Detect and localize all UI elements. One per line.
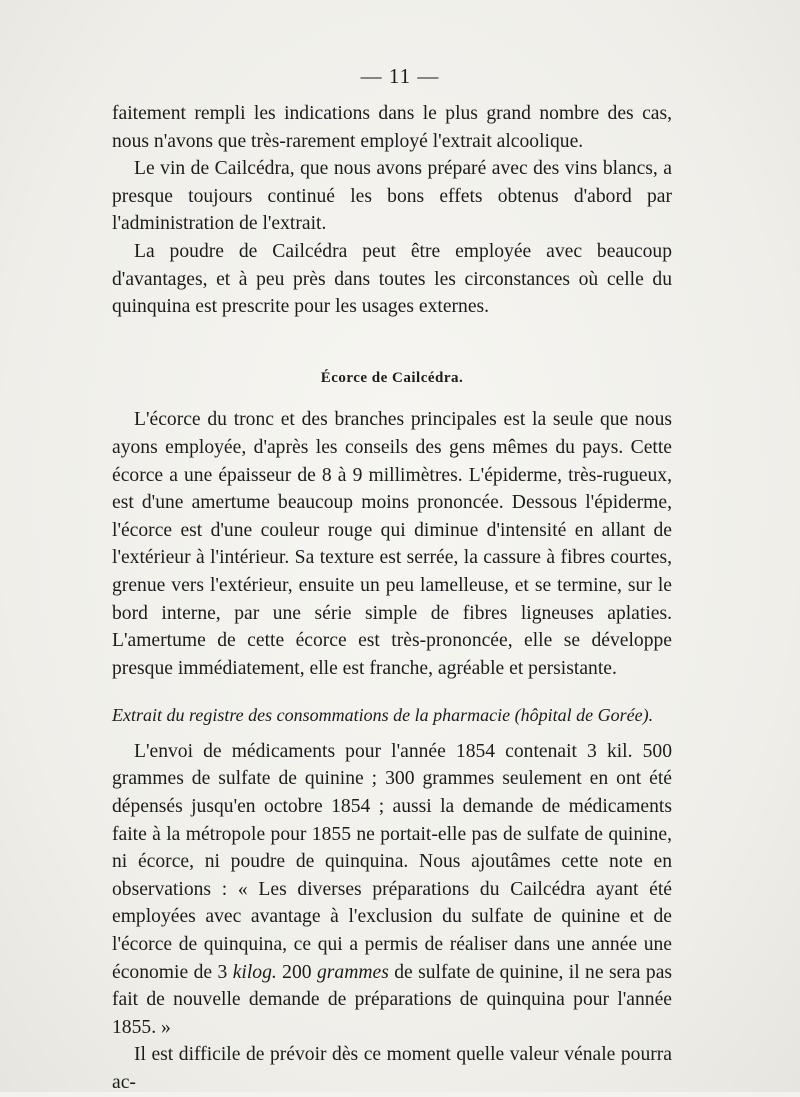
page-body bbox=[112, 100, 672, 1097]
paragraph-powder: La poudre de Cailcédra peut être employée avec beaucoup d'avantages, et à peu près dans toutes les circonstances où celle du quinquina est prescrite pour les usages externes. bbox=[112, 240, 672, 318]
section-heading-bark: Écorce de Cailcédra. bbox=[320, 369, 464, 386]
paragraph-extract-continuation: faitement rempli les indications dans le plus grand nombre des cas, nous n'avons que très-rarement employé l'extrait alcoolique. bbox=[112, 103, 672, 152]
page-number: — 11 — bbox=[360, 64, 440, 88]
paragraph-medication-shipment bbox=[112, 738, 672, 1042]
paragraph-text-part: L'envoi de médicaments pour l'année 1854 contenait 3 kil. 500 grammes de sulfate de quinine ; 300 grammes seulement en ont été dépensés jusqu'en octobre 1854 ; aussi la demande de médicaments faite à la métropole pour 1855 ne portait-elle pas de sulfate de quinine, ni écorce, ni poudre de quinquina. Nous ajoutâmes cette note en observations : « Les diverses préparations du Cailcédra ayant été employées avec avantage à l'exclusion du sulfate de quinine et de l'écorce de quinquina, ce qui a permis de réaliser dans une année une économie de 3 bbox=[112, 740, 672, 983]
paragraph-bark-description: L'écorce du tronc et des branches principales est la seule que nous ayons employée, d'après les conseils des gens mêmes du pays. Cette écorce a une épaisseur de 8 à 9 millimètres. L'épiderme, très-rugueux, est d'une amertume beaucoup moins prononcée. Dessous l'épiderme, l'écorce est d'une couleur rouge qui diminue d'intensité en allant de l'extérieur à l'intérieur. Sa texture est serrée, la cassure à fibres courtes, grenue vers l'extérieur, ensuite un peu lamelleuse, et se termine, sur le bord interne, par une série simple de fibres ligneuses aplaties. L'amertume de cette écorce est très-prononcée, elle se développe presque immédiatement, elle est franche, agréable et persistante. bbox=[112, 409, 672, 679]
paragraph-text-part: de sulfate de quinine, il ne sera pas fait de nouvelle demande de préparations de quinquina pour l'année 1855. » bbox=[112, 961, 673, 1038]
italic-unit-kilog: kilog. bbox=[232, 961, 277, 983]
paragraph-wine: Le vin de Cailcédra, que nous avons préparé avec des vins blancs, a presque toujours continué les bons effets obtenus d'abord par l'administration de l'extrait. bbox=[112, 158, 672, 235]
italic-unit-grammes: grammes bbox=[316, 961, 389, 983]
paragraph-text-part: 200 bbox=[276, 961, 317, 983]
extract-register-title: Extrait du registre des consommations de la pharmacie (hôpital de Gorée). bbox=[112, 705, 654, 726]
paragraph-market-value: Il est difficile de prévoir dès ce moment quelle valeur vénale pourra ac- bbox=[112, 1044, 672, 1093]
